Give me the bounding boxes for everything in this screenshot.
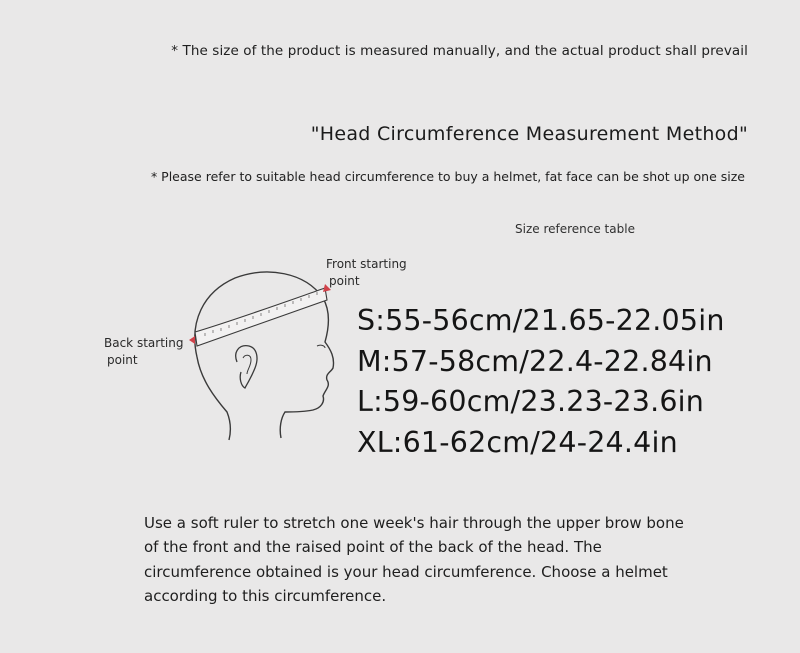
front-label-line2: point (329, 274, 360, 288)
ear-inner (243, 355, 251, 374)
front-label-line1: Front starting (326, 257, 407, 271)
size-row-l: L:59-60cm/23.23-23.6in (357, 385, 705, 418)
measurement-instructions: Use a soft ruler to stretch one week's hair through the upper brow bone of the front and the raised point of the back of the head. The circumference obtained is your head circumference. Choose a helmet according to this circumference. (144, 514, 684, 605)
back-starting-point-label (104, 335, 183, 369)
size-row-m: M:57-58cm/22.4-22.84in (357, 344, 713, 378)
front-point-marker (323, 284, 331, 292)
measuring-tape (195, 288, 327, 346)
back-label-line1: Back starting (104, 336, 184, 350)
size-row-s: S:55-56cm/21.65-22.05in (357, 304, 725, 337)
ear-outline (236, 346, 257, 388)
sizing-advice-note: * Please refer to suitable head circumference to buy a helmet, fat face can be shot up one size (150, 169, 745, 184)
size-row-xl: XL:61-62cm/24-24.4in (357, 425, 678, 459)
back-label-line2: point (107, 353, 138, 367)
back-point-marker (189, 336, 195, 344)
head-measurement-illustration (175, 262, 345, 442)
disclaimer-note: * The size of the product is measured manually, and the actual product shall prevail (171, 43, 748, 59)
eye-mark (317, 345, 325, 348)
page-title: "Head Circumference Measurement Method" (310, 123, 748, 145)
neck-back-outline (197, 357, 230, 440)
size-table-label: Size reference table (515, 222, 635, 236)
size-reference-table (357, 301, 725, 463)
